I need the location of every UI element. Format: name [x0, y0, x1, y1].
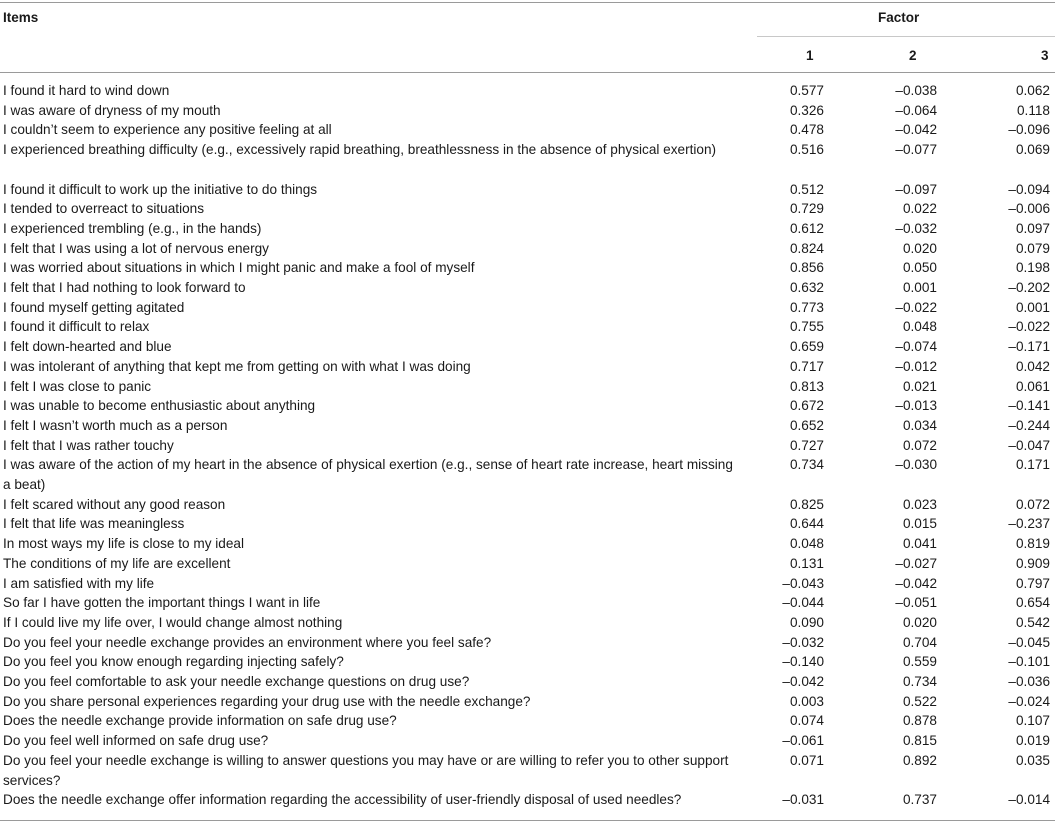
factor-1-value: 0.074 — [789, 713, 824, 729]
item-text: I felt that I was using a lot of nervous energy — [3, 240, 269, 256]
table-row — [0, 219, 1055, 239]
table-row — [0, 455, 1055, 494]
item-text: If I could live my life over, I would change almost nothing — [3, 614, 343, 630]
factor-3-value: 0.069 — [1015, 142, 1050, 158]
item-text: I experienced trembling (e.g., in the hands) — [3, 220, 262, 236]
factor-1-value: 0.856 — [789, 260, 824, 276]
table-row — [0, 534, 1055, 554]
factor-2-value: –0.051 — [895, 595, 937, 611]
item-text: I felt I was close to panic — [3, 378, 152, 394]
factor-3-value: 0.062 — [1015, 83, 1050, 98]
factor-3-value: 0.061 — [1015, 378, 1050, 394]
table-row — [0, 495, 1055, 515]
table-row — [0, 751, 1055, 790]
factor-1-value: –0.042 — [782, 674, 824, 689]
factor-3-value: 0.042 — [1015, 358, 1050, 374]
factor-2-value: 0.559 — [902, 654, 937, 670]
factor-1-value: 0.825 — [789, 496, 824, 512]
factor-2-value: 0.892 — [902, 752, 937, 768]
item-text: I was unable to become enthusiastic about anything — [3, 398, 316, 414]
factor-2-value: 0.704 — [902, 634, 937, 650]
item-text: Does the needle exchange offer information regarding the accessibility of user-friendly disposal of used needles? — [3, 792, 682, 808]
table-row — [0, 731, 1055, 751]
factor-2-value: 0.022 — [902, 201, 937, 217]
factor-2-value: 0.048 — [902, 319, 937, 335]
factor-2-value: 0.734 — [902, 674, 937, 689]
factor-2-value: –0.013 — [895, 398, 937, 414]
factor-3-value: 0.797 — [1015, 575, 1050, 591]
item-text: I felt that I was rather touchy — [3, 437, 174, 453]
table-row — [0, 377, 1055, 397]
factor-1-value: 0.717 — [789, 358, 824, 374]
item-text: Does the needle exchange provide information on safe drug use? — [3, 713, 397, 729]
factor-1-value: 0.813 — [789, 378, 824, 394]
item-text: I was aware of dryness of my mouth — [3, 102, 221, 118]
factor-1-value: 0.512 — [789, 181, 824, 197]
factor-3-value: –0.094 — [1008, 181, 1050, 197]
factor-3-value: 0.079 — [1015, 240, 1050, 256]
table-row — [0, 81, 1055, 101]
item-text: I found it hard to wind down — [3, 83, 170, 98]
factor-1-value: 0.727 — [789, 437, 824, 453]
factor-3-value: –0.096 — [1008, 122, 1050, 138]
table-row — [0, 574, 1055, 594]
item-text: I found it difficult to relax — [3, 319, 150, 335]
item-text: I found myself getting agitated — [3, 299, 185, 315]
table-row — [0, 514, 1055, 534]
factor-1-value: –0.044 — [782, 595, 824, 611]
item-text: Do you feel your needle exchange is willing to answer questions you may have or are willing to refer you to other support services? — [3, 752, 729, 788]
factor-2-value: –0.027 — [895, 555, 937, 571]
factor-3-value: 0.909 — [1015, 555, 1050, 571]
item-text: In most ways my life is close to my ideal — [3, 536, 244, 552]
item-text: I was intolerant of anything that kept me from getting on with what I was doing — [3, 358, 471, 374]
factor-1-value: 0.672 — [789, 398, 824, 414]
factor-1-value: 0.478 — [789, 122, 824, 138]
factor-1-value: –0.043 — [782, 575, 824, 591]
item-text: Do you feel your needle exchange provides an environment where you feel safe? — [3, 634, 492, 650]
factor-1-value: 0.652 — [789, 417, 824, 433]
factor-2-value: –0.012 — [895, 358, 937, 374]
table-row — [0, 120, 1055, 140]
table-row — [0, 593, 1055, 613]
factor-3-value: –0.036 — [1008, 674, 1050, 689]
factor-1-value: –0.140 — [782, 654, 824, 670]
factor-1-value: 0.003 — [789, 693, 824, 709]
table-row — [0, 101, 1055, 121]
item-text: I felt that life was meaningless — [3, 516, 185, 532]
factor-2-value: 0.737 — [902, 792, 937, 808]
factor-1-value: 0.612 — [789, 220, 824, 236]
factor-3-value: 0.035 — [1015, 752, 1050, 768]
table-row — [0, 337, 1055, 357]
table-row — [0, 652, 1055, 672]
factor-3-value: –0.006 — [1008, 201, 1050, 217]
item-text: So far I have gotten the important things I want in life — [3, 595, 321, 611]
factor-1-value: 0.632 — [789, 280, 824, 295]
item-text: I felt that I had nothing to look forward to — [3, 280, 246, 295]
factor-3-header: 3 — [1041, 48, 1049, 63]
table-row — [0, 672, 1055, 692]
item-text: Do you feel you know enough regarding injecting safely? — [3, 654, 344, 670]
factor-1-value: –0.031 — [782, 792, 824, 808]
table-row — [0, 180, 1055, 200]
factor-3-value: –0.101 — [1008, 654, 1050, 670]
factor-3-value: –0.024 — [1008, 693, 1050, 709]
factor-1-value: 0.824 — [789, 240, 824, 256]
item-text: I was worried about situations in which I might panic and make a fool of myself — [3, 260, 475, 276]
table-row — [0, 357, 1055, 377]
factor-2-value: –0.064 — [895, 102, 937, 118]
factor-1-header: 1 — [806, 48, 814, 63]
bottom-rule — [0, 820, 1055, 821]
item-text: I am satisfied with my life — [3, 575, 155, 591]
table-row — [0, 239, 1055, 259]
table-row — [0, 416, 1055, 436]
factor-2-value: –0.022 — [895, 299, 937, 315]
item-text: I was aware of the action of my heart in the absence of physical exertion (e.g., sense of heart rate increase, heart missing a beat) — [3, 457, 733, 493]
factor-2-value: –0.042 — [895, 122, 937, 138]
factor-2-value: 0.015 — [902, 516, 937, 532]
factor-1-value: 0.326 — [789, 102, 824, 118]
factor-3-value: 0.107 — [1015, 713, 1050, 729]
factor-1-value: 0.048 — [789, 536, 824, 552]
factor-2-value: 0.815 — [902, 733, 937, 749]
items-column-header: Items — [3, 10, 39, 25]
factor-3-value: 0.198 — [1015, 260, 1050, 276]
item-text: I found it difficult to work up the initiative to do things — [3, 181, 318, 197]
factor-2-value: –0.032 — [895, 220, 937, 236]
factor-3-value: –0.202 — [1008, 280, 1050, 295]
factor-2-value: 0.034 — [902, 417, 937, 433]
item-text: I felt I wasn’t worth much as a person — [3, 417, 228, 433]
factor-1-value: –0.061 — [782, 733, 824, 749]
table-row — [0, 258, 1055, 278]
factor-3-value: 0.118 — [1016, 102, 1050, 118]
item-text: I couldn’t seem to experience any positive feeling at all — [3, 122, 332, 138]
factor-3-value: 0.072 — [1015, 496, 1050, 512]
factor-1-value: 0.659 — [789, 339, 824, 355]
factor-2-value: –0.097 — [895, 181, 937, 197]
item-text: I experienced breathing difficulty (e.g., excessively rapid breathing, breathlessness in the absence of physical exertion) — [3, 142, 717, 158]
factor-1-value: 0.755 — [789, 319, 824, 335]
factor-3-value: 0.019 — [1015, 733, 1050, 749]
table-row — [0, 140, 1055, 179]
factor-2-value: 0.072 — [902, 437, 937, 453]
factor-3-value: 0.654 — [1015, 595, 1050, 611]
factor-3-value: –0.014 — [1008, 792, 1050, 808]
factor-1-value: 0.644 — [789, 516, 824, 532]
factor-2-value: 0.001 — [902, 280, 937, 295]
item-text: Do you share personal experiences regarding your drug use with the needle exchange? — [3, 693, 531, 709]
factor-3-value: 0.097 — [1015, 220, 1050, 236]
factor-3-value: –0.141 — [1008, 398, 1050, 414]
table-row — [0, 298, 1055, 318]
factor-2-value: –0.042 — [895, 575, 937, 591]
factor-2-value: –0.038 — [895, 83, 937, 98]
factor-1-value: 0.090 — [789, 614, 824, 630]
factor-1-value: 0.516 — [789, 142, 824, 158]
item-text: Do you feel well informed on safe drug use? — [3, 733, 269, 749]
factor-3-value: –0.045 — [1008, 634, 1050, 650]
factor-1-value: 0.734 — [789, 457, 824, 473]
factor-2-value: 0.020 — [902, 614, 937, 630]
factor-3-value: –0.244 — [1008, 417, 1050, 433]
factor-2-value: –0.030 — [895, 457, 937, 473]
factor-1-value: 0.071 — [789, 752, 824, 768]
factor-group-header: Factor — [878, 10, 920, 25]
item-text: Do you feel comfortable to ask your needle exchange questions on drug use? — [3, 674, 470, 689]
factor-3-value: 0.001 — [1015, 299, 1050, 315]
factor-3-value: –0.237 — [1008, 516, 1050, 532]
factor-2-value: –0.074 — [895, 339, 937, 355]
factor-3-value: 0.171 — [1015, 457, 1050, 473]
factor-2-value: 0.878 — [902, 713, 937, 729]
table-row — [0, 278, 1055, 298]
factor-3-value: –0.022 — [1008, 319, 1050, 335]
factor-2-value: –0.077 — [895, 142, 937, 158]
factor-1-value: –0.032 — [782, 634, 824, 650]
factor-1-value: 0.729 — [789, 201, 824, 217]
item-text: I felt scared without any good reason — [3, 496, 226, 512]
item-text: The conditions of my life are excellent — [3, 555, 231, 571]
table-row — [0, 317, 1055, 337]
factor-2-value: 0.522 — [902, 693, 937, 709]
factor-1-value: 0.577 — [789, 83, 824, 98]
table-row — [0, 790, 1055, 810]
factor-3-value: 0.542 — [1015, 614, 1050, 630]
item-text: I felt down-hearted and blue — [3, 339, 172, 355]
factor-1-value: 0.773 — [789, 299, 824, 315]
factor-1-value: 0.131 — [789, 555, 824, 571]
factor-3-value: –0.171 — [1008, 339, 1050, 355]
factor-2-value: 0.050 — [902, 260, 937, 276]
factor-3-value: 0.819 — [1015, 536, 1050, 552]
table-row — [0, 711, 1055, 731]
table-row — [0, 633, 1055, 653]
table-row — [0, 199, 1055, 219]
factor-2-header: 2 — [909, 48, 917, 63]
table-row — [0, 692, 1055, 712]
factor-2-value: 0.041 — [902, 536, 937, 552]
table-row — [0, 554, 1055, 574]
item-text: I tended to overreact to situations — [3, 201, 205, 217]
table-row — [0, 613, 1055, 633]
factor-2-value: 0.021 — [902, 378, 937, 394]
factor-2-value: 0.020 — [902, 240, 937, 256]
table-row — [0, 436, 1055, 456]
factor-2-value: 0.023 — [902, 496, 937, 512]
table-row — [0, 396, 1055, 416]
factor-3-value: –0.047 — [1008, 437, 1050, 453]
